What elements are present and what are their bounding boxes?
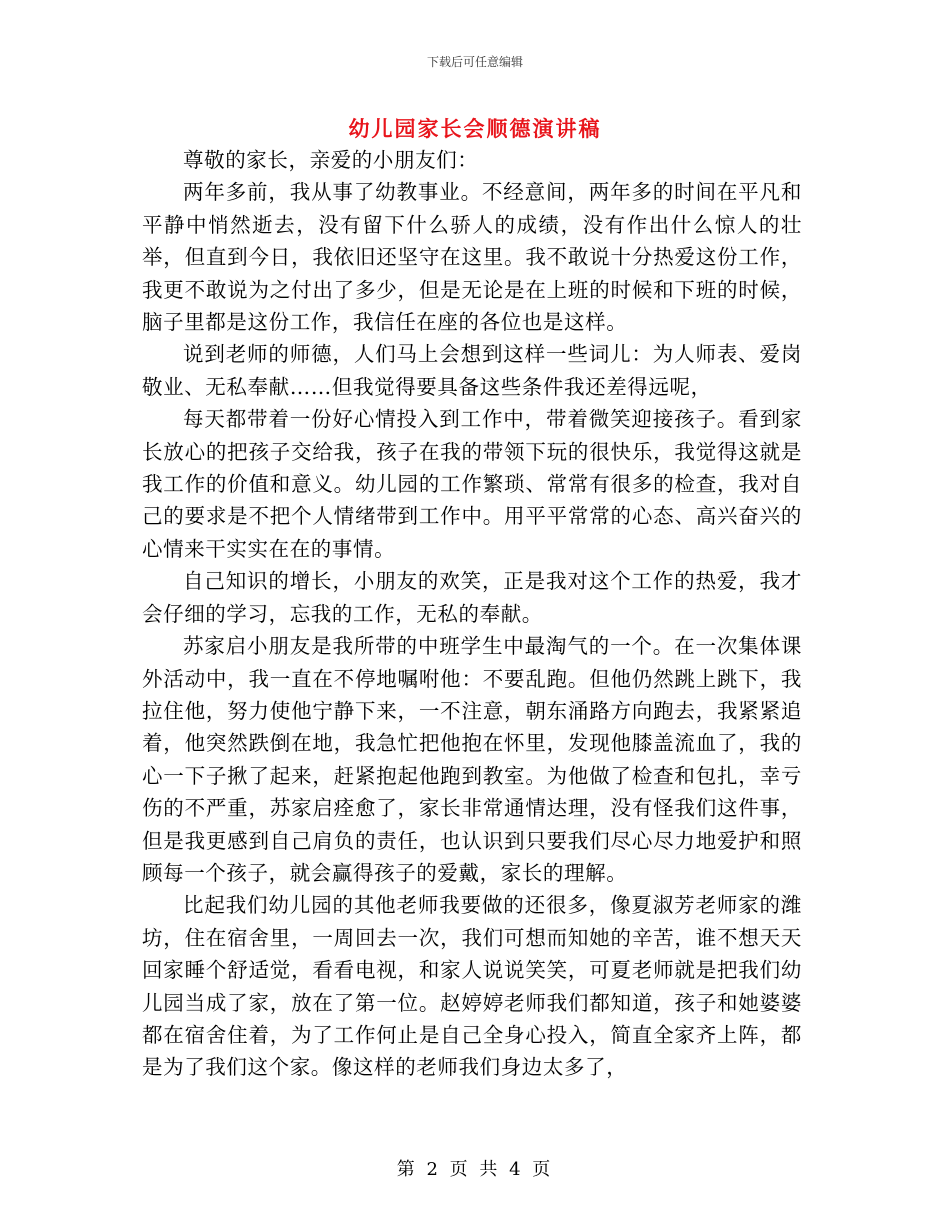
paragraph: 说到老师的师德，人们马上会想到这样一些词儿：为人师表、爱岗敬业、无私奉献……但我觉得要具备这些条件我还差得远呢， xyxy=(142,342,802,399)
paragraph-greeting: 尊敬的家长，亲爱的小朋友们： xyxy=(183,148,479,172)
paragraph: 两年多前，我从事了幼教事业。不经意间，两年多的时间在平凡和平静中悄然逝去，没有留下什么骄人的成绩，没有作出什么惊人的壮举，但直到今日，我依旧还坚守在这里。我不敢说十分热爱这份工作，我更不敢说为之付出了多少，但是无论是在上班的时候和下班的时候，脑子里都是这份工作，我信任在座的各位也是这样。 xyxy=(142,180,802,335)
paragraph: 比起我们幼儿园的其他老师我要做的还很多，像夏淑芳老师家的潍坊，住在宿舍里，一周回去一次，我们可想而知她的辛苦，谁不想天天回家睡个舒适觉，看看电视，和家人说说笑笑，可夏老师就是把我们幼儿园当成了家，放在了第一位。赵婷婷老师我们都知道，孩子和她婆婆都在宿舍住着，为了工作何止是自己全身心投入，简直全家齐上阵，都是为了我们这个家。像这样的老师我们身边太多了， xyxy=(142,893,802,1080)
paragraph: 自己知识的增长，小朋友的欢笑，正是我对这个工作的热爱，我才会仔细的学习，忘我的工作，无私的奉献。 xyxy=(142,569,802,626)
header-note: 下载后可任意编辑 xyxy=(426,55,523,69)
paragraph: 苏家启小朋友是我所带的中班学生中最淘气的一个。在一次集体课外活动中，我一直在不停地嘱咐他：不要乱跑。但他仍然跳上跳下，我拉住他，努力使他宁静下来，一不注意，朝东涌路方向跑去，我紧紧追着，他突然跌倒在地，我急忙把他抱在怀里，发现他膝盖流血了，我的心一下子揪了起来，赶紧抱起他跑到教室。为他做了检查和包扎，幸亏伤的不严重，苏家启痊愈了，家长非常通情达理，没有怪我们这件事，但是我更感到自己肩负的责任，也认识到只要我们尽心尽力地爱护和照顾每一个孩子，就会赢得孩子的爱戴，家长的理解。 xyxy=(142,634,802,885)
document-body xyxy=(142,144,802,1084)
page-number: 第 2 页 共 4 页 xyxy=(396,1159,554,1180)
paragraph: 每天都带着一份好心情投入到工作中，带着微笑迎接孩子。看到家长放心的把孩子交给我，孩子在我的带领下玩的很快乐，我觉得这就是我工作的价值和意义。幼儿园的工作繁琐、常常有很多的检查，我对自己的要求是不把个人情绪带到工作中。用平平常常的心态、高兴奋兴的心情来干实实在在的事情。 xyxy=(142,407,802,561)
document-title: 幼儿园家长会顺德演讲稿 xyxy=(348,116,602,141)
